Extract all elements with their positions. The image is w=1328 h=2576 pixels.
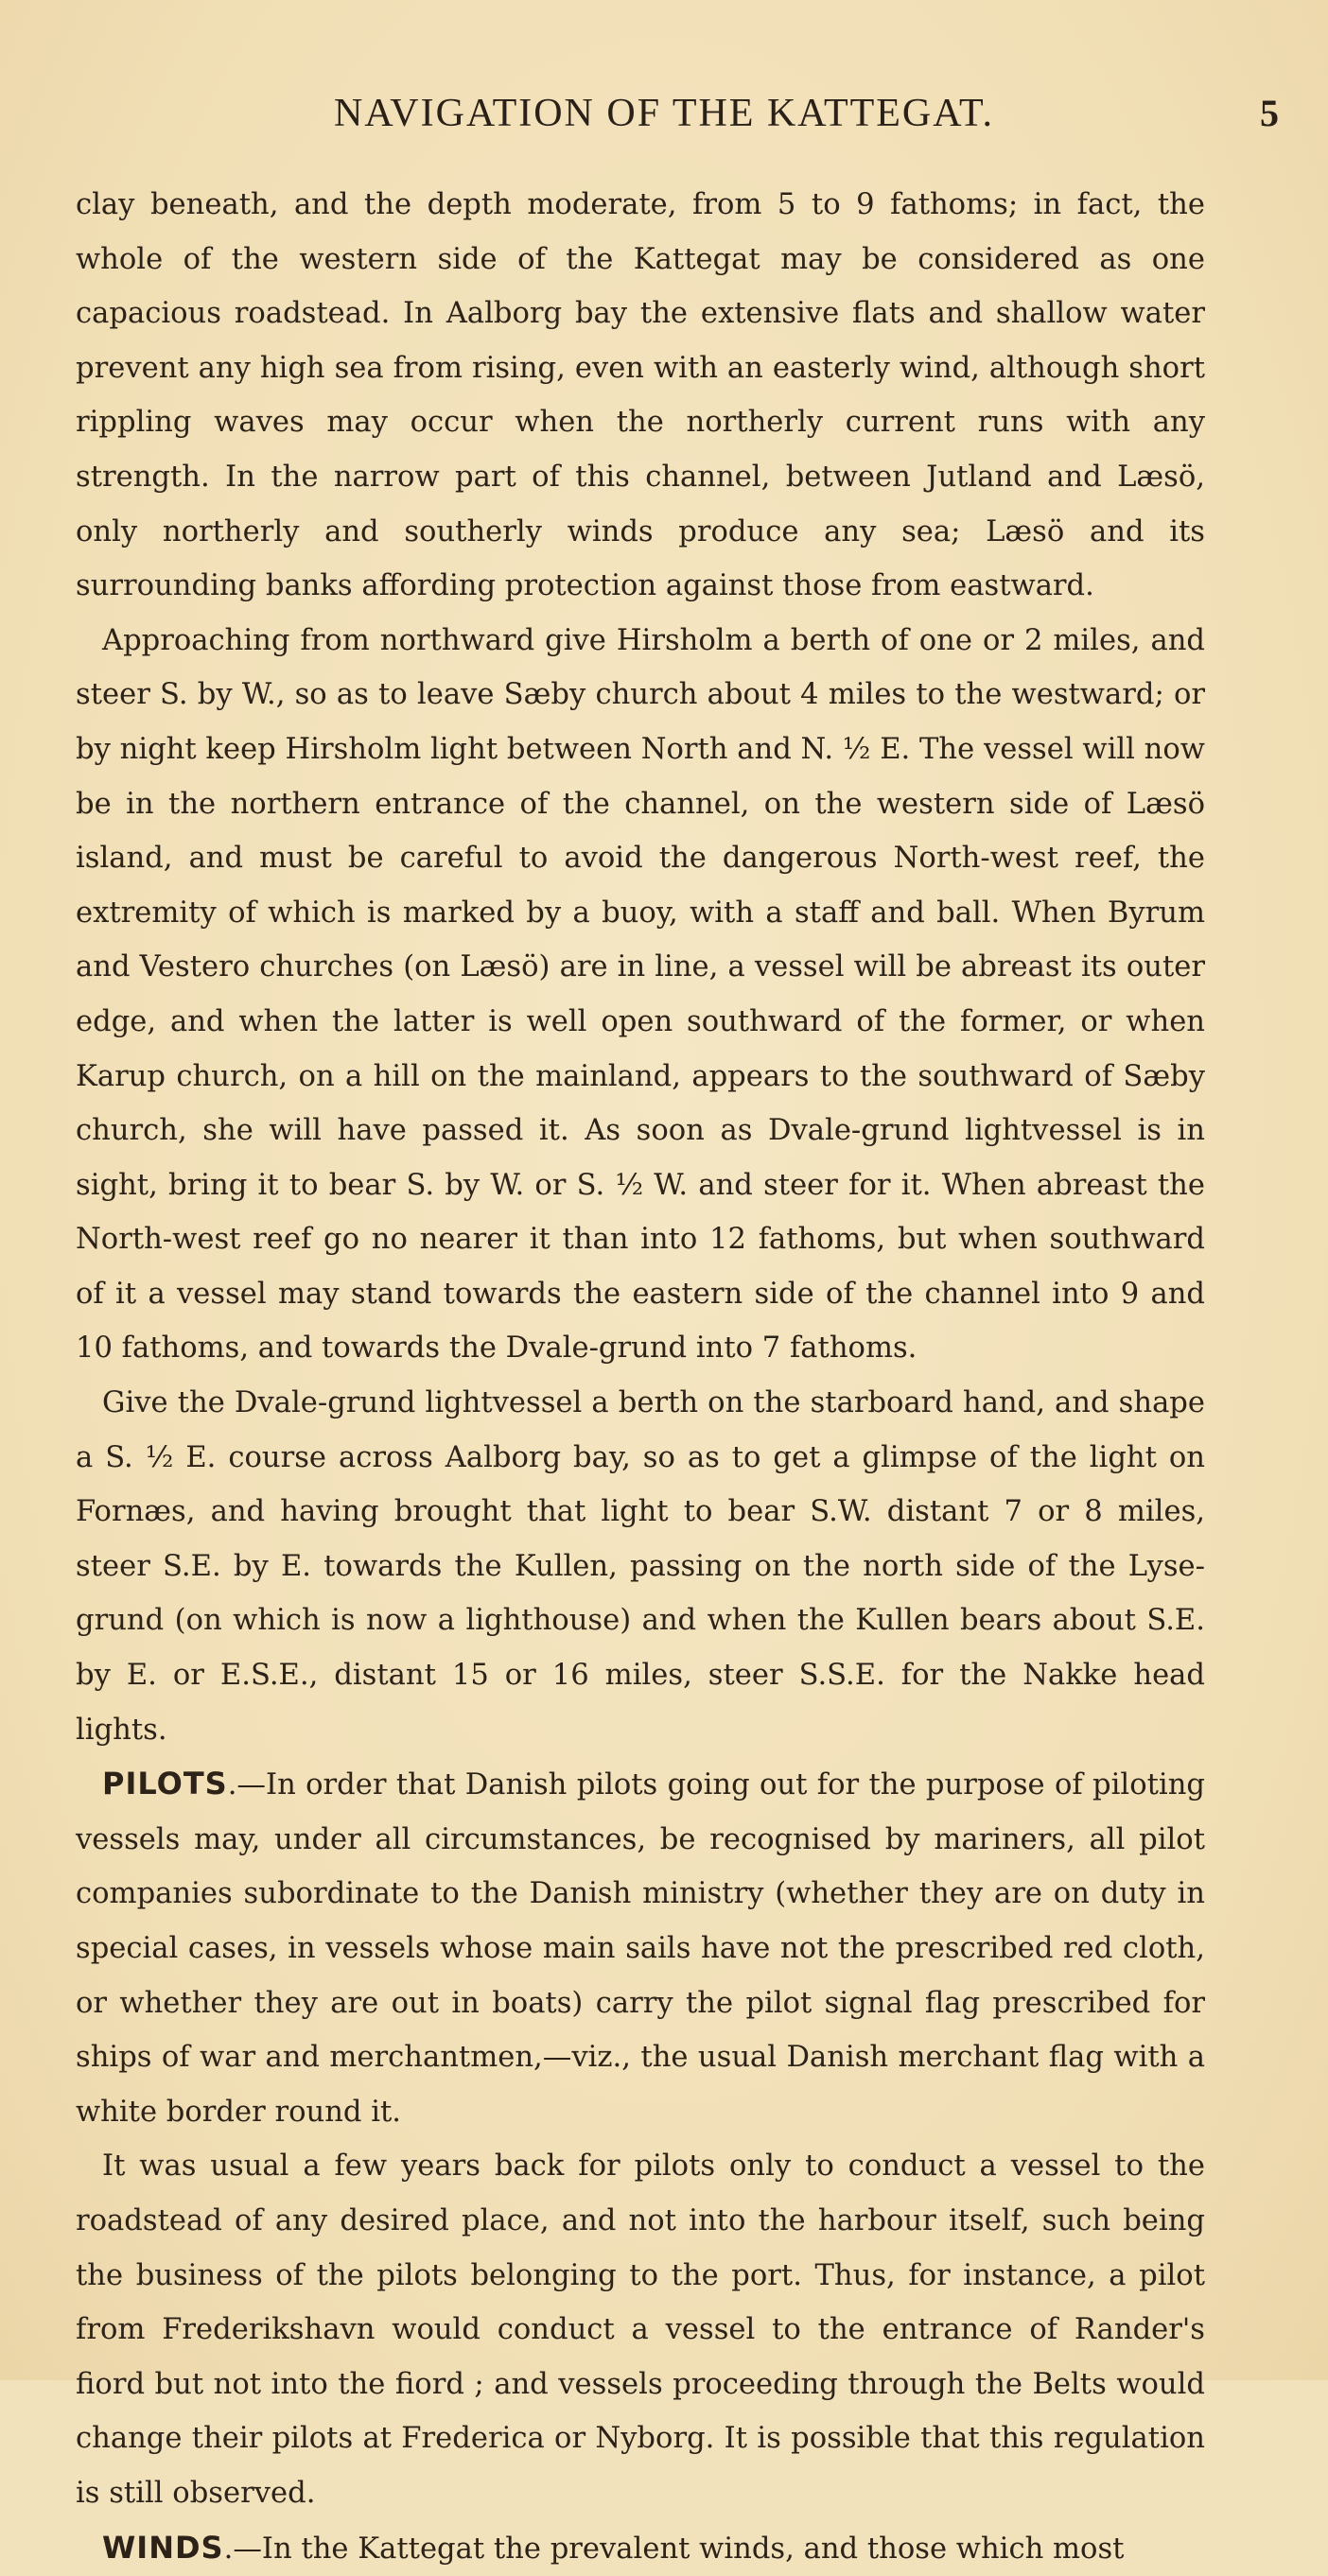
paragraph-text: Approaching from northward give Hirsholm a berth of one or 2 miles, and steer S. by W., so as to leave Sæby church about 4 miles to the westward; or by night keep Hirsholm light between North and N. ½ E. The vessel will now be in the northern entrance of the channel, on the western side of Læsö island, and must be careful to avoid the dangerous North-west reef, the extremity of which is marked by a buoy, with a staff and ball. When Byrum and Vestero churches (on Læsö) are in line, a vessel will be abreast its outer edge, and when the latter is well open southward of the former, or when Karup church, on a hill on the mainland, appears to the southward of Sæby church, she will have passed it. As soon as Dvale-grund lightvessel is in sight, bring it to bear S. by W. or S. ½ W. and steer for it. When abreast the North-west reef go no nearer it than into 12 fathoms, but when southward of it a vessel may stand towards the eastern side of the channel into 9 and 10 fathoms, and towards the Dvale-grund into 7 fathoms. [76, 623, 1205, 1366]
paragraph-continuation [76, 178, 1205, 614]
paragraph-text: Give the Dvale-grund lightvessel a berth on the starboard hand, and shape a S. ½ E. course across Aalborg bay, so as to get a glimpse of the light on Fornæs, and having brought that light to bear S.W. distant 7 or 8 miles, steer S.E. by E. towards the Kullen, passing on the north side of the Lyse-grund (on which is now a lighthouse) and when the Kullen bears about S.E. by E. or E.S.E., distant 15 or 16 miles, steer S.S.E. for the Nakke head lights. [76, 1386, 1205, 1747]
section-heading-pilots: PILOTS [102, 1766, 228, 1802]
section-heading-winds: WINDS [102, 2529, 224, 2566]
paragraph-approach-northward [76, 614, 1205, 1376]
page-number: 5 [1260, 92, 1279, 134]
paragraph-pilot-practice [76, 2139, 1205, 2520]
paragraph-text: .—In the Kattegat the prevalent winds, and those which most [223, 2532, 1125, 2566]
paragraph-dvale-grund [76, 1376, 1205, 1757]
body-text [76, 178, 1205, 2576]
paragraph-text: .—In order that Danish pilots going out for the purpose of piloting vessels may, under all circumstances, be recognised by mariners, all pilot companies subordinate to the Danish ministry (whether they are on duty in special cases, in vessels whose main sails have not the prescribed red cloth, or whether they are out in boats) carry the pilot signal flag prescribed for ships of war and merchantmen,—viz., the usual Danish merchant flag with a white border round it. [76, 1768, 1205, 2129]
paragraph-pilots [76, 1757, 1205, 2139]
paragraph-text: clay beneath, and the depth moderate, from 5 to 9 fathoms; in fact, the whole of the western side of the Kattegat may be considered as one capacious roadstead. In Aalborg bay the extensive flats and shallow water prevent any high sea from rising, even with an easterly wind, although short rippling waves may occur when the northerly current runs with any strength. In the narrow part of this channel, between Jutland and Læsö, only northerly and southerly winds produce any sea; Læsö and its surrounding banks affording protection against those from eastward. [76, 188, 1205, 603]
running-head: NAVIGATION OF THE KATTEGAT. [334, 92, 994, 135]
paragraph-winds [76, 2521, 1205, 2576]
paragraph-text: It was usual a few years back for pilots only to conduct a vessel to the roadstead of any desired place, and not into the harbour itself, such being the business of the pilots belonging to the port. Thus, for instance, a pilot from Frederikshavn would conduct a vessel to the entrance of Rander's fiord but not into the fiord ; and vessels proceeding through the Belts would change their pilots at Frederica or Nyborg. It is possible that this regulation is still observed. [76, 2150, 1205, 2510]
